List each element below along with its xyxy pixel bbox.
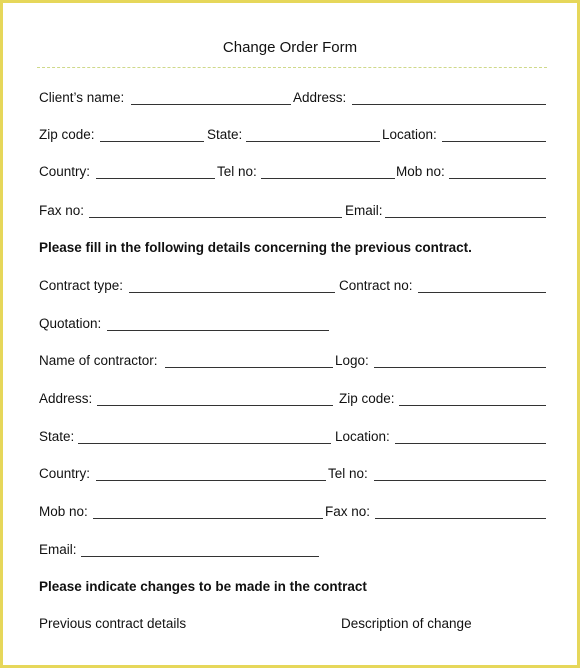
label-contractor-tel-no: Tel no: [328,466,368,481]
row-contractor-address-zip [39,391,547,409]
row-client-country-tel-mob [39,164,547,182]
field-contract-no[interactable] [418,292,546,293]
section-heading-changes: Please indicate changes to be made in the contract [39,579,367,594]
field-contractor-location[interactable] [395,443,546,444]
page-title: Change Order Form [222,39,358,56]
field-contractor-tel-no[interactable] [374,480,546,481]
field-contractor-state[interactable] [78,443,331,444]
label-contractor-zip-code: Zip code: [339,391,395,406]
field-contractor-mob-no[interactable] [93,518,323,519]
label-contractor-fax-no: Fax no: [325,504,371,519]
column-header-description-of-change: Description of change [341,616,472,631]
field-client-tel-no[interactable] [261,178,395,179]
field-client-fax-no[interactable] [89,217,342,218]
label-client-country: Country: [39,164,91,179]
row-contractor-state-location [39,429,547,447]
row-contractor-mob-fax [39,504,547,522]
field-contractor-email[interactable] [81,556,319,557]
field-client-address[interactable] [352,104,546,105]
field-clients-name[interactable] [131,104,291,105]
field-contractor-address[interactable] [97,405,333,406]
label-logo: Logo: [335,353,369,368]
row-contract-type-no [39,278,547,296]
field-client-email[interactable] [385,217,546,218]
field-contract-type[interactable] [129,292,335,293]
label-client-tel-no: Tel no: [217,164,257,179]
label-contract-no: Contract no: [339,278,413,293]
label-name-of-contractor: Name of contractor: [39,353,158,368]
column-header-previous-contract-details: Previous contract details [39,616,187,631]
field-contractor-zip-code[interactable] [399,405,546,406]
section-heading-previous-contract: Please fill in the following details concerning the previous contract. [39,240,472,255]
row-contractor-country-tel [39,466,547,484]
label-contractor-country: Country: [39,466,91,481]
field-client-zip-code[interactable] [100,141,204,142]
label-contractor-state: State: [39,429,75,444]
label-contract-type: Contract type: [39,278,124,293]
label-contractor-email: Email: [39,542,77,557]
label-client-mob-no: Mob no: [396,164,445,179]
field-name-of-contractor[interactable] [165,367,333,368]
row-client-name-address [39,90,547,108]
row-client-fax-email [39,203,547,221]
field-client-location[interactable] [442,141,546,142]
label-contractor-location: Location: [335,429,390,444]
field-logo[interactable] [374,367,546,368]
label-client-zip-code: Zip code: [39,127,95,142]
label-client-address: Address: [293,90,347,105]
row-contractor-logo [39,353,547,371]
label-client-email: Email: [345,203,383,218]
field-client-state[interactable] [246,141,380,142]
label-client-location: Location: [382,127,437,142]
field-contractor-fax-no[interactable] [375,518,546,519]
field-client-mob-no[interactable] [449,178,546,179]
label-clients-name: Client’s name: [39,90,125,105]
field-contractor-country[interactable] [96,480,326,481]
label-client-state: State: [207,127,243,142]
field-client-country[interactable] [96,178,215,179]
row-quotation [39,316,547,334]
row-contractor-email [39,542,547,560]
label-client-fax-no: Fax no: [39,203,85,218]
row-client-zip-state-location [39,127,547,145]
title-divider [37,67,547,68]
label-quotation: Quotation: [39,316,102,331]
field-quotation[interactable] [107,330,329,331]
label-contractor-mob-no: Mob no: [39,504,88,519]
label-contractor-address: Address: [39,391,93,406]
